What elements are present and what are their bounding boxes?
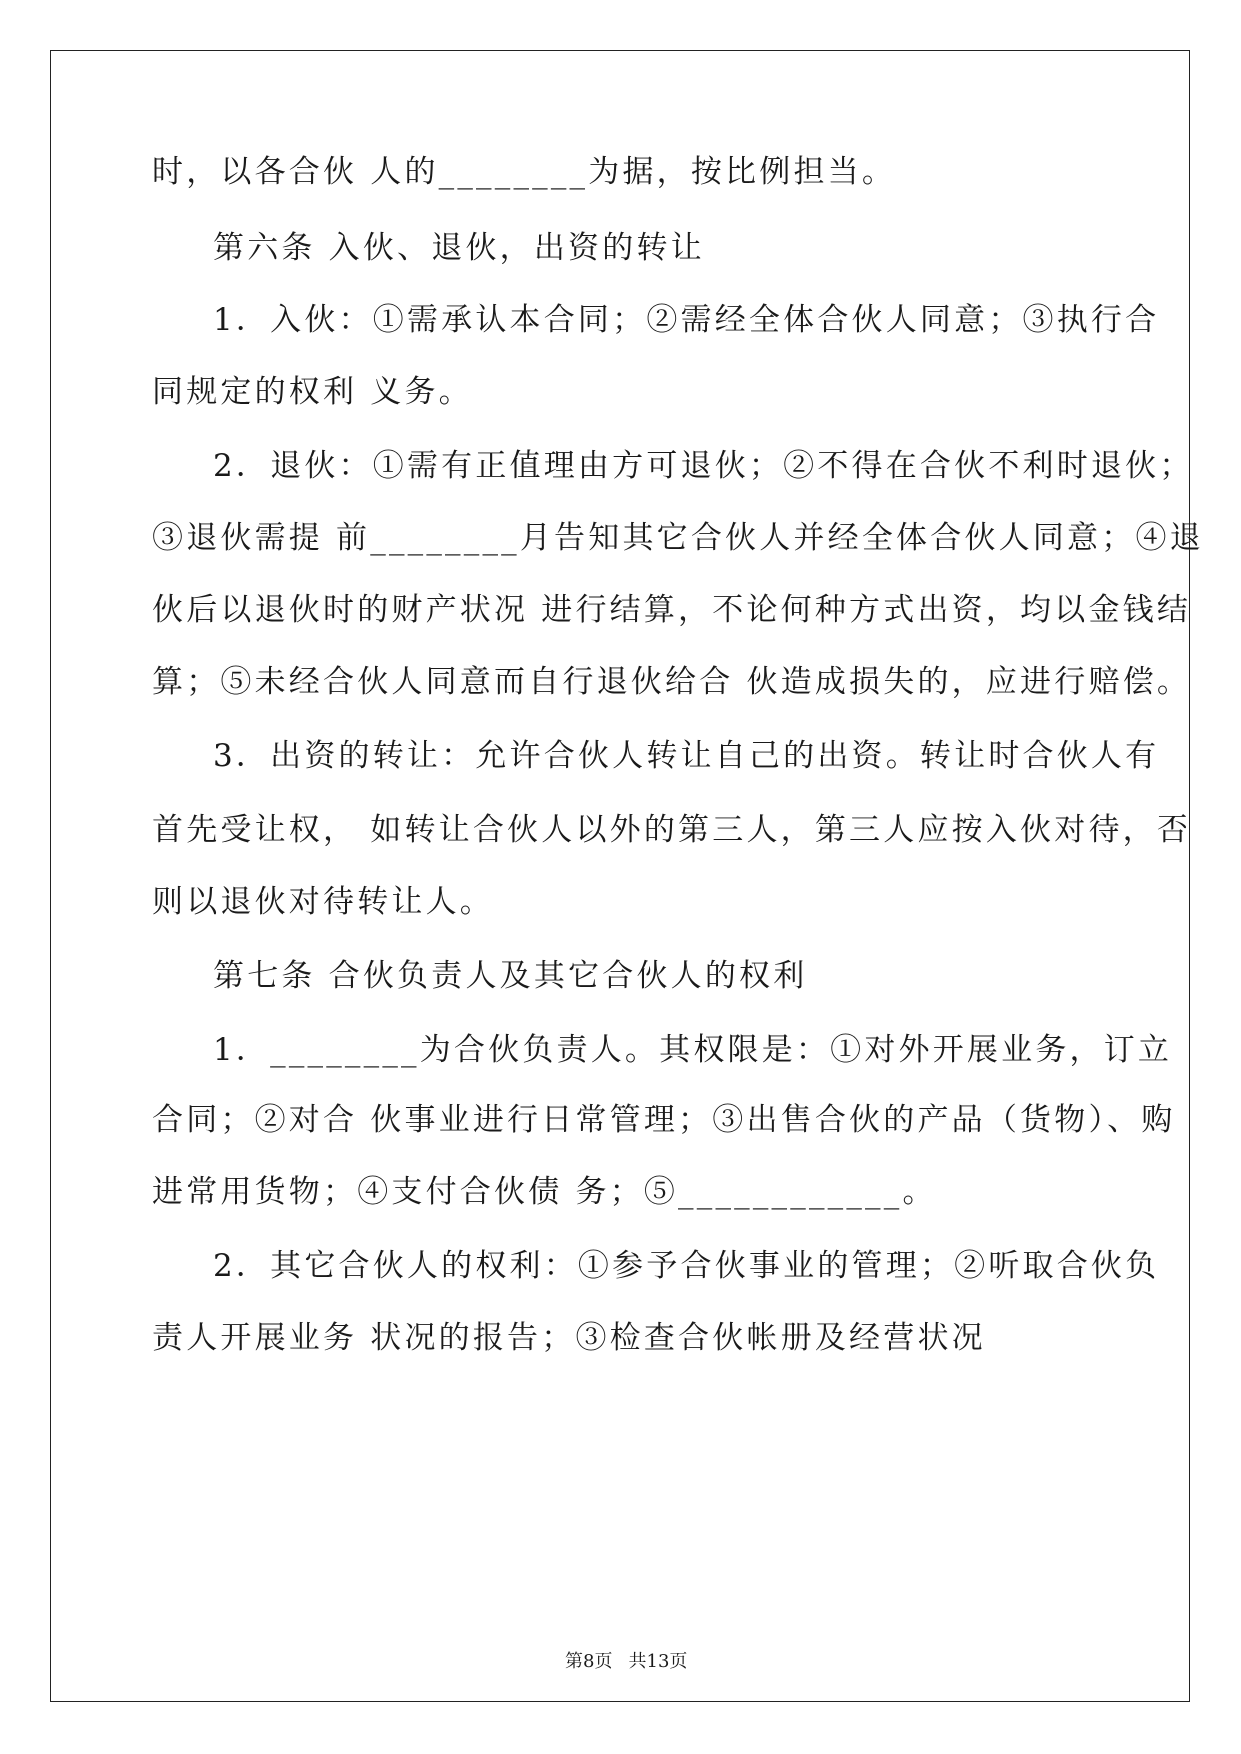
text-line: 同规定的权利 义务。	[152, 374, 473, 410]
text-line: 算；⑤未经合伙人同意而自行退伙给合 伙造成损失的，应进行赔偿。	[152, 664, 1192, 700]
text-line: 合同；②对合 伙事业进行日常管理；③出售合伙的产品（货物）、购	[152, 1102, 1176, 1138]
text-line: 时，以各合伙 人的________为据，按比例担当。	[152, 154, 897, 190]
text-line: 伙后以退伙时的财产状况 进行结算，不论何种方式出资，均以金钱结	[152, 592, 1192, 628]
text-line: 进常用货物；④支付合伙债 务；⑤____________。	[152, 1174, 937, 1210]
section-heading: 第七条 合伙负责人及其它合伙人的权利	[213, 958, 808, 994]
page-number: 第8页	[565, 1651, 613, 1672]
text-line: 责人开展业务 状况的报告；③检查合伙帐册及经营状况	[152, 1320, 986, 1356]
text-line: 首先受让权， 如转让合伙人以外的第三人，第三人应按入伙对待，否	[152, 812, 1192, 848]
text-line: 2．退伙：①需有正值理由方可退伙；②不得在合伙不利时退伙；	[213, 448, 1194, 484]
page-border	[50, 50, 1190, 1702]
text-line: 则以退伙对待转让人。	[152, 884, 494, 920]
text-line: 1．入伙：①需承认本合同；②需经全体合伙人同意；③执行合	[213, 302, 1160, 338]
text-line: 1．________为合伙负责人。其权限是：①对外开展业务，订立	[213, 1032, 1173, 1068]
text-line: ③退伙需提 前________月告知其它合伙人并经全体合伙人同意；④退	[152, 520, 1204, 556]
text-line: 2．其它合伙人的权利：①参予合伙事业的管理；②听取合伙负	[213, 1248, 1160, 1284]
section-heading: 第六条 入伙、退伙，出资的转让	[213, 230, 705, 266]
text-line: 3．出资的转让：允许合伙人转让自己的出资。转让时合伙人有	[213, 738, 1160, 774]
page-total: 共13页	[628, 1651, 688, 1672]
page-footer	[0, 1626, 1241, 1674]
